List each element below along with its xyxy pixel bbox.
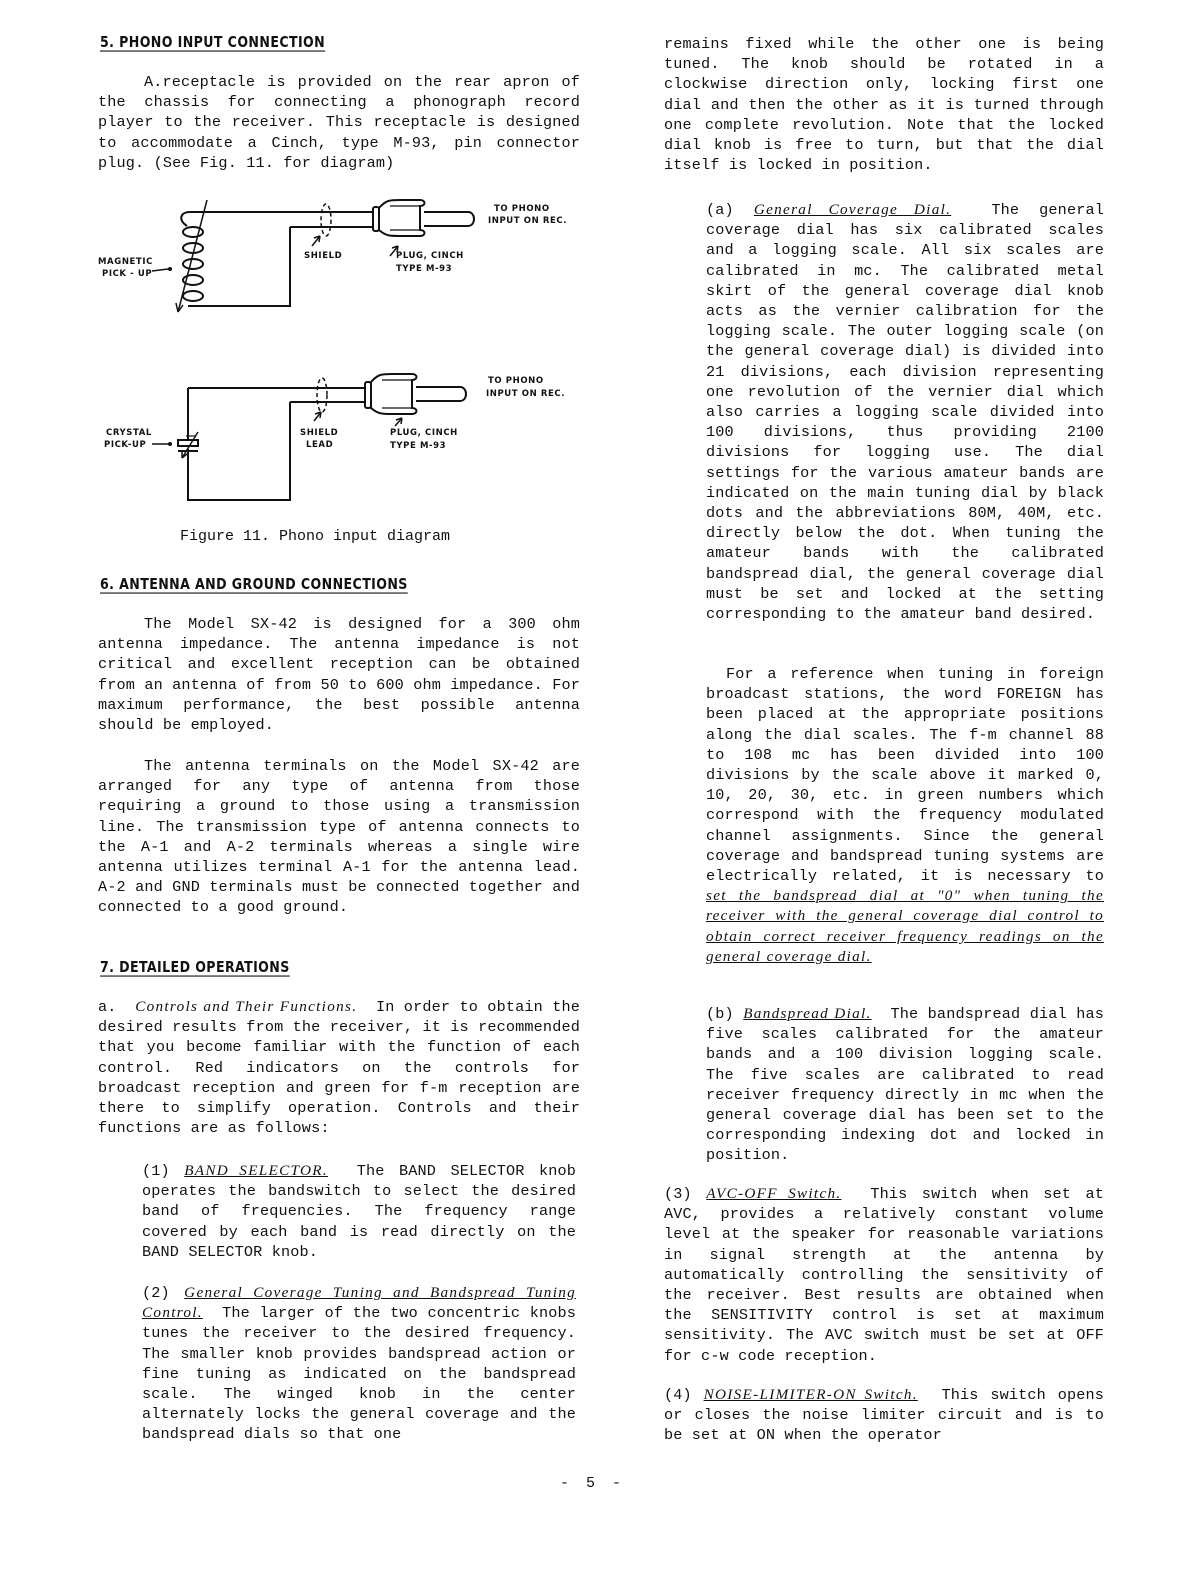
section-6-paragraph-2: The antenna terminals on the Model SX-42 are arranged for any type of antenna from those requiring a ground to those using a transmission line. The transmission type of antenna connects to the A-1 and A-2 terminals whereas a single wire antenna utilizes terminal A-1 for the antenna lead. A-2 and GND terminals must be connected together and connected to a good ground. [98, 757, 580, 917]
item-number: (4) [664, 1386, 692, 1404]
section-6-heading: 6. ANTENNA AND GROUND CONNECTIONS [100, 576, 408, 594]
controls-intro-paragraph [98, 997, 580, 1138]
shield-symbol [321, 204, 331, 236]
plug-label-2: TYPE M-93 [396, 264, 453, 274]
tuning-control-title: General Coverage Tuning and Bandspread Tuning Control. [142, 1284, 576, 1322]
bandspread-dial-title: Bandspread Dial. [743, 1005, 872, 1022]
continued-paragraph: remains fixed while the other one is being tuned. The knob should be rotated in a clockwise direction only, locking first one dial and then the other as it is turned through one complete revolution. Note that the locked dial knob is free to turn, but that the dial itself is locked in position. [664, 35, 1104, 175]
avc-switch-paragraph [664, 1184, 1104, 1366]
tuning-control-text: The larger of the two concentric knobs tunes the receiver to the desired frequency. The smaller knob provides bandspread action or fine tuning as indicated on the bandspread scale. The winged knob in the center alternately locks the general coverage and the bandspread dials so that one [142, 1304, 577, 1444]
shield-lead-symbol [317, 378, 327, 412]
section-5-paragraph: A.receptacle is provided on the rear apron of the chassis for connecting a phonograph record player to the receiver. This receptacle is designed to accommodate a Cinch, type M-93, pin connector plug. (See Fig. 11. for diagram) [98, 73, 580, 172]
foreign-stations-paragraph [706, 664, 1104, 967]
item-number: (b) [706, 1005, 734, 1023]
general-coverage-dial-title: General Coverage Dial. [753, 201, 952, 218]
shield-lead-label-2: LEAD [306, 440, 334, 450]
figure-caption: Figure 11. Phono input diagram [180, 528, 451, 545]
item-number: (a) [706, 201, 734, 219]
section-5-heading: 5. PHONO INPUT CONNECTION [100, 34, 326, 52]
item-number: (1) [142, 1162, 170, 1180]
noise-limiter-paragraph [664, 1385, 1104, 1446]
tuning-control-paragraph [142, 1283, 576, 1445]
magnetic-label-2: PICK - UP [102, 269, 153, 279]
phono-input-diagram [90, 190, 590, 520]
band-selector-text: The BAND SELECTOR knob operates the bandswitch to select the desired band of frequencies. The frequency range covered by each band is read directly on the BAND SELECTOR knob. [142, 1162, 577, 1261]
destination-label-1: TO PHONO [494, 204, 550, 214]
crystal-label-1: CRYSTAL [106, 428, 152, 438]
bandspread-dial-text: The bandspread dial has five scales calibrated for the amateur bands and a 100 division logging scale. The five scales are calibrated to read receiver frequency directly in mc when the general coverage dial has been set to the corresponding indexing dot and locked in position. [706, 1005, 1104, 1165]
destination-label-2: INPUT ON REC. [486, 389, 566, 399]
band-selector-paragraph [142, 1161, 576, 1262]
general-coverage-dial-paragraph [706, 200, 1104, 624]
destination-label-2: INPUT ON REC. [488, 216, 568, 226]
page-number: - 5 - [560, 1475, 626, 1492]
item-number: (3) [664, 1185, 692, 1203]
cinch-plug-symbol [365, 374, 466, 414]
shield-lead-label-1: SHIELD [300, 428, 339, 438]
general-coverage-dial-text: The general coverage dial has six calibrated scales and a logging scale. All six scales are calibrated in mc. The calibrated metal skirt of the general coverage dial knob acts as the vernier calibration for the logging scale. The outer logging scale (on the general coverage dial) is divided into 21 divisions, each division representing one revolution of the vernier dial which also carries a logging scale divided into 100 divisions, thus providing 2100 divisions for logging use. The dial settings for the various amateur bands are indicated on the main tuning dial by black dots and the abbreviations 80M, 40M, etc. directly below the dot. When tuning the amateur bands with the calibrated bandspread dial, the general coverage dial must be set and locked at the setting corresponding to the amateur band desired. [706, 201, 1104, 624]
noise-limiter-title: NOISE-LIMITER-ON Switch. [703, 1386, 918, 1403]
controls-subheading: Controls and Their Functions. [135, 998, 358, 1015]
plug-label-1: PLUG, CINCH [396, 251, 464, 261]
avc-switch-text: This switch when set at AVC, provides a relatively constant volume level at the speaker for reasonable variations in signal strength at the antenna by automatically controlling the sensitivity of the receiver. Best results are obtained when the SENSITIVITY control is set at maximum sensitivity. The AVC switch must be set at OFF for c-w code reception. [664, 1185, 1105, 1365]
section-7-heading: 7. DETAILED OPERATIONS [100, 959, 290, 977]
band-selector-title: BAND SELECTOR. [184, 1162, 328, 1179]
item-label: a. [98, 998, 117, 1016]
item-number: (2) [142, 1284, 170, 1302]
magnetic-coil-symbol [176, 200, 207, 312]
plug-label-2: TYPE M-93 [390, 441, 447, 451]
bandspread-zero-note: set the bandspread dial at "0" when tuning the receiver with the general coverage dial control to obtain correct receiver frequency readings on the general coverage dial. [706, 887, 1104, 965]
cinch-plug-symbol [373, 200, 474, 236]
controls-intro-text: In order to obtain the desired results from the receiver, it is recommended that you become familiar with the function of each control. Red indicators on the controls for broadcast reception and green for f-m reception are there to simplify operation. Controls and their functions are as follows: [98, 998, 580, 1138]
noise-limiter-text: This switch opens or closes the noise limiter circuit and is to be set at ON when the operator [664, 1386, 1105, 1445]
plug-label-1: PLUG, CINCH [390, 428, 458, 438]
shield-label: SHIELD [304, 251, 343, 261]
section-6-paragraph-1: The Model SX-42 is designed for a 300 ohm antenna impedance. The antenna impedance is not critical and excellent reception can be obtained from an antenna of from 50 to 600 ohm impedance. For maximum performance, the best possible antenna should be employed. [98, 615, 580, 735]
foreign-stations-text: For a reference when tuning in foreign broadcast stations, the word FOREIGN has been placed at the appropriate positions along the dial scales. The f-m channel 88 to 108 mc has been divided into 100 divisions by the scale above it marked 0, 10, 20, 30, etc. in green numbers which correspond with the frequency modulated channel assignments. Since the general coverage and bandspread tuning systems are electrically related, it is necessary to [706, 665, 1104, 886]
destination-label-1: TO PHONO [488, 376, 544, 386]
avc-switch-title: AVC-OFF Switch. [706, 1185, 842, 1202]
magnetic-label-1: MAGNETIC [98, 257, 153, 267]
bandspread-dial-paragraph [706, 1004, 1104, 1166]
crystal-label-2: PICK-UP [104, 440, 147, 450]
